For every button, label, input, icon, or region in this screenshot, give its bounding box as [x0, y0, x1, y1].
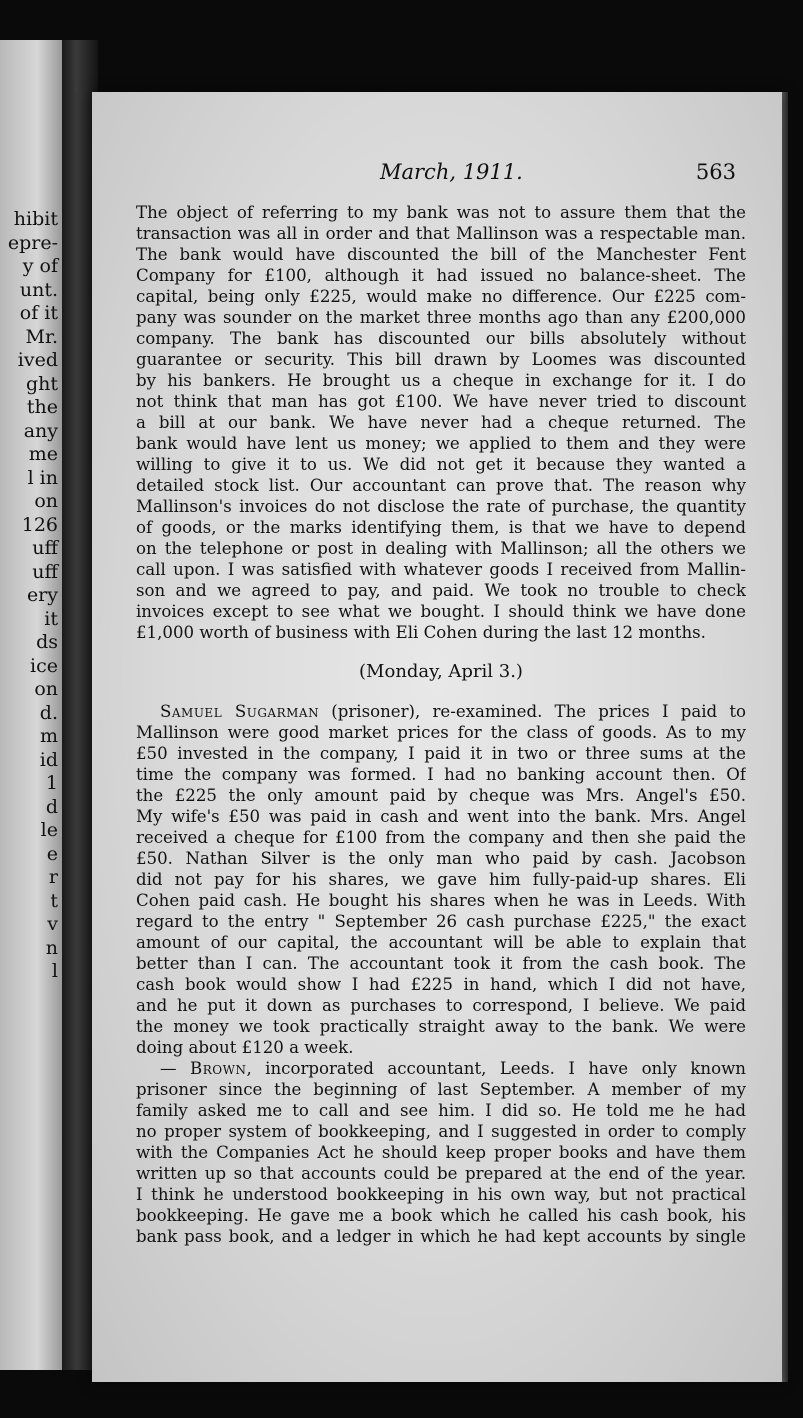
left-page-text-fragment: d. — [39, 701, 58, 724]
paragraph-sugarman-reexamined — [136, 701, 746, 1058]
text-line: Cohen paid cash. He bought his shares when he was in Leeds. With — [136, 891, 746, 910]
text-line: a bill at our bank. We have never had a cheque returned. The — [136, 413, 746, 432]
right-page — [92, 92, 782, 1382]
left-page-text-fragment: r — [48, 866, 58, 888]
text-line: regard to the entry " September 26 cash purchase £225," the exact — [136, 912, 746, 931]
date-heading: (Monday, April 3.) — [359, 661, 523, 682]
text-line: prisoner since the beginning of last September. A member of my — [136, 1080, 746, 1099]
left-page-text-fragment: hibit — [13, 208, 58, 230]
text-line: bookkeeping. He gave me a book which he called his cash book, his — [136, 1206, 746, 1225]
page-number: 563 — [695, 160, 736, 184]
text-line: willing to give it to us. We did not get it because they wanted a — [136, 455, 746, 474]
left-page-text-fragment: on — [34, 678, 58, 700]
text-line: guarantee or security. This bill drawn by Loomes was discounted — [136, 350, 746, 369]
left-page-text-fragment: ice — [30, 654, 58, 677]
left-page-text-fragment: m — [39, 725, 58, 747]
text-line: on the telephone or post in dealing with Mallinson; all the others we — [136, 539, 746, 558]
left-page-text-fragment: uff — [32, 560, 58, 583]
left-page-text-fragment: Mr. — [25, 325, 58, 348]
left-page-text-fragment: d — [45, 795, 58, 818]
left-page-text-fragment: ived — [17, 349, 58, 371]
text-line: the £225 the only amount paid by cheque was Mrs. Angel's £50. — [136, 786, 746, 805]
left-page-text-fragment: e — [46, 842, 58, 865]
text-line: received a cheque for £100 from the company and then she paid the — [136, 828, 746, 847]
text-line: £1,000 worth of business with Eli Cohen during the last 12 months. — [136, 623, 706, 642]
left-page-text-fragment: uff — [32, 537, 58, 559]
text-line: capital, being only £225, would make no difference. Our £225 com- — [136, 287, 746, 306]
text-line — [136, 1058, 746, 1079]
left-page-text-fragment: ery — [26, 584, 58, 606]
left-page-text-fragment: 1 — [45, 772, 58, 794]
text-line: bank would have lent us money; we applied to them and they were — [136, 434, 746, 453]
text-line: pany was sounder on the market three months ago than any £200,000 — [136, 308, 746, 327]
left-page-text-fragment: epre- — [7, 231, 58, 254]
left-page-text-fragment: l in — [27, 466, 58, 489]
text-line — [136, 701, 746, 722]
left-page-text-fragment: unt. — [19, 278, 58, 301]
text-line: family asked me to call and see him. I did so. He told me he had — [136, 1101, 746, 1120]
left-page-text-fragment: it — [44, 607, 58, 630]
body-text — [136, 202, 746, 1247]
left-page-text-fragment: me — [28, 443, 58, 465]
text-line: did not pay for his shares, we gave him fully-paid-up shares. Eli — [136, 870, 746, 889]
text-line: The bank would have discounted the bill of the Manchester Fent — [136, 245, 746, 264]
text-line: and he put it down as purchases to correspond, I believe. We paid — [136, 996, 746, 1015]
text-line: bank pass book, and a ledger in which he had kept accounts by single — [136, 1227, 746, 1246]
text-line: not think that man has got £100. We have never tried to discount — [136, 392, 746, 411]
text-line: of goods, or the marks identifying them, is that we have to depend — [136, 518, 746, 537]
text-line: by his bankers. He brought us a cheque in exchange for it. I do — [136, 371, 746, 390]
text-line: written up so that accounts could be prepared at the end of the year. — [136, 1164, 746, 1183]
line-text: (prisoner), re-examined. The prices I paid to — [319, 702, 746, 721]
left-page-text-fragment: of it — [19, 302, 58, 324]
text-line: Company for £100, although it had issued no balance-sheet. The — [136, 266, 746, 285]
text-line: transaction was all in order and that Mallinson was a respectable man. — [136, 224, 746, 243]
left-page-text-fragment: v — [47, 913, 58, 935]
left-facing-page — [0, 40, 62, 1370]
paragraph-testimony-continuation — [136, 202, 746, 643]
left-page-text-fragment: any — [23, 419, 58, 442]
text-line: no proper system of bookkeeping, and I suggested in order to comply — [136, 1122, 746, 1141]
lead-dash: — — [160, 1059, 191, 1078]
left-page-text-fragment: the — [26, 396, 58, 418]
witness-name: Brown — [190, 1059, 247, 1078]
text-line: doing about £120 a week. — [136, 1038, 354, 1057]
text-line: Mallinson's invoices do not disclose the rate of purchase, the quantity — [136, 497, 746, 516]
text-line: I think he understood bookkeeping in his own way, but not practical — [136, 1185, 746, 1204]
text-line: company. The bank has discounted our bills absolutely without — [136, 329, 746, 348]
text-line: Mallinson were good market prices for the class of goods. As to my — [136, 723, 746, 742]
text-line: amount of our capital, the accountant will be able to explain that — [136, 933, 746, 952]
witness-name: Samuel Sugarman — [160, 702, 320, 721]
text-line: £50 invested in the company, I paid it in two or three sums at the — [136, 744, 746, 763]
left-page-text-fragment: 126 — [21, 513, 58, 536]
text-line: the money we took practically straight away to the bank. We were — [136, 1017, 746, 1036]
left-page-text-fragment: l — [51, 960, 58, 982]
page-header — [92, 160, 782, 190]
left-page-text-fragment: t — [50, 889, 58, 912]
text-line: detailed stock list. Our accountant can prove that. The reason why — [136, 476, 746, 495]
text-line: My wife's £50 was paid in cash and went into the bank. Mrs. Angel — [136, 807, 746, 826]
left-page-text-fragment: y of — [22, 255, 58, 277]
text-line: with the Companies Act he should keep proper books and have them — [136, 1143, 746, 1162]
text-line: invoices except to see what we bought. I should think we have done — [136, 602, 746, 621]
left-page-text-fragment: id — [39, 748, 58, 771]
text-line: call upon. I was satisfied with whatever goods I received from Mallin- — [136, 560, 746, 579]
text-line: time the company was formed. I had no banking account then. Of — [136, 765, 746, 784]
left-page-text-fragment: on — [34, 490, 58, 512]
text-line: £50. Nathan Silver is the only man who paid by cash. Jacobson — [136, 849, 746, 868]
running-title: March, 1911. — [380, 160, 523, 184]
left-page-text-fragment: n — [45, 936, 58, 959]
text-line: The object of referring to my bank was not to assure them that the — [136, 203, 746, 222]
paragraph-brown-testimony — [136, 1058, 746, 1247]
left-page-text-fragment: ds — [36, 631, 58, 653]
text-line: son and we agreed to pay, and paid. We took no trouble to check — [136, 581, 746, 600]
text-line: better than I can. The accountant took it from the cash book. The — [136, 954, 746, 973]
text-line: cash book would show I had £225 in hand, which I did not have, — [136, 975, 746, 994]
left-page-text-fragment: ght — [25, 372, 58, 395]
line-text: , incorporated accountant, Leeds. I have only known — [246, 1059, 746, 1078]
left-page-text-fragment: le — [40, 819, 58, 841]
